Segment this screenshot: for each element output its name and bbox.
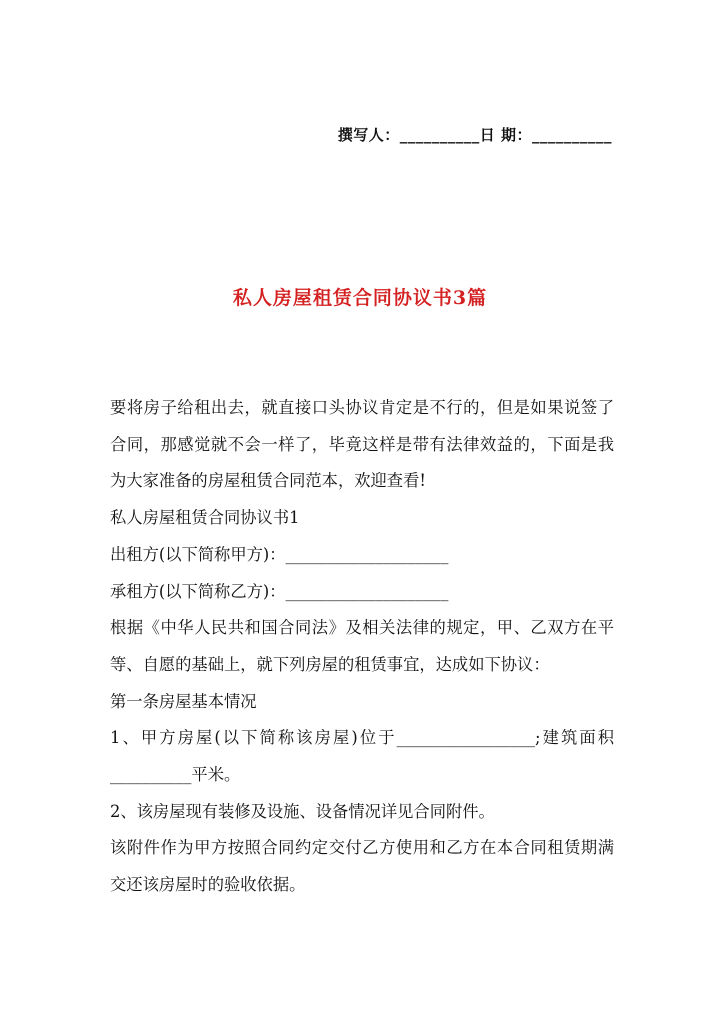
document-body — [110, 390, 614, 904]
legal-basis-paragraph: 根据《中华人民共和国合同法》及相关法律的规定，甲、乙双方在平等、自愿的基础上，就下列房屋的租赁事宜，达成如下协议： — [110, 618, 614, 674]
author-date-line: 撰写人：__________日 期：__________ — [337, 126, 612, 144]
lessor-line: 出租方(以下简称甲方)：____________________ — [110, 544, 449, 564]
clause-1-paragraph: 1、甲方房屋(以下简称该房屋)位于_________________;建筑面积__________平米。 — [110, 728, 614, 785]
intro-paragraph: 要将房子给租出去，就直接口头协议肯定是不行的，但是如果说签了合同，那感觉就不会一样了，毕竟这样是带有法律效益的，下面是我为大家准备的房屋租赁合同范本，欢迎查看! — [110, 398, 614, 491]
document-title: 私人房屋租赁合同协议书3篇 — [232, 287, 488, 309]
appendix-paragraph: 该附件作为甲方按照合同约定交付乙方使用和乙方在本合同租赁期满交还该房屋时的验收依据。 — [110, 838, 614, 895]
lessee-line: 承租方(以下简称乙方)：____________________ — [110, 581, 449, 601]
article-heading: 第一条房屋基本情况 — [110, 691, 257, 711]
section-heading: 私人房屋租赁合同协议书1 — [110, 508, 300, 528]
clause-2-paragraph: 2、该房屋现有装修及设施、设备情况详见合同附件。 — [110, 801, 495, 821]
